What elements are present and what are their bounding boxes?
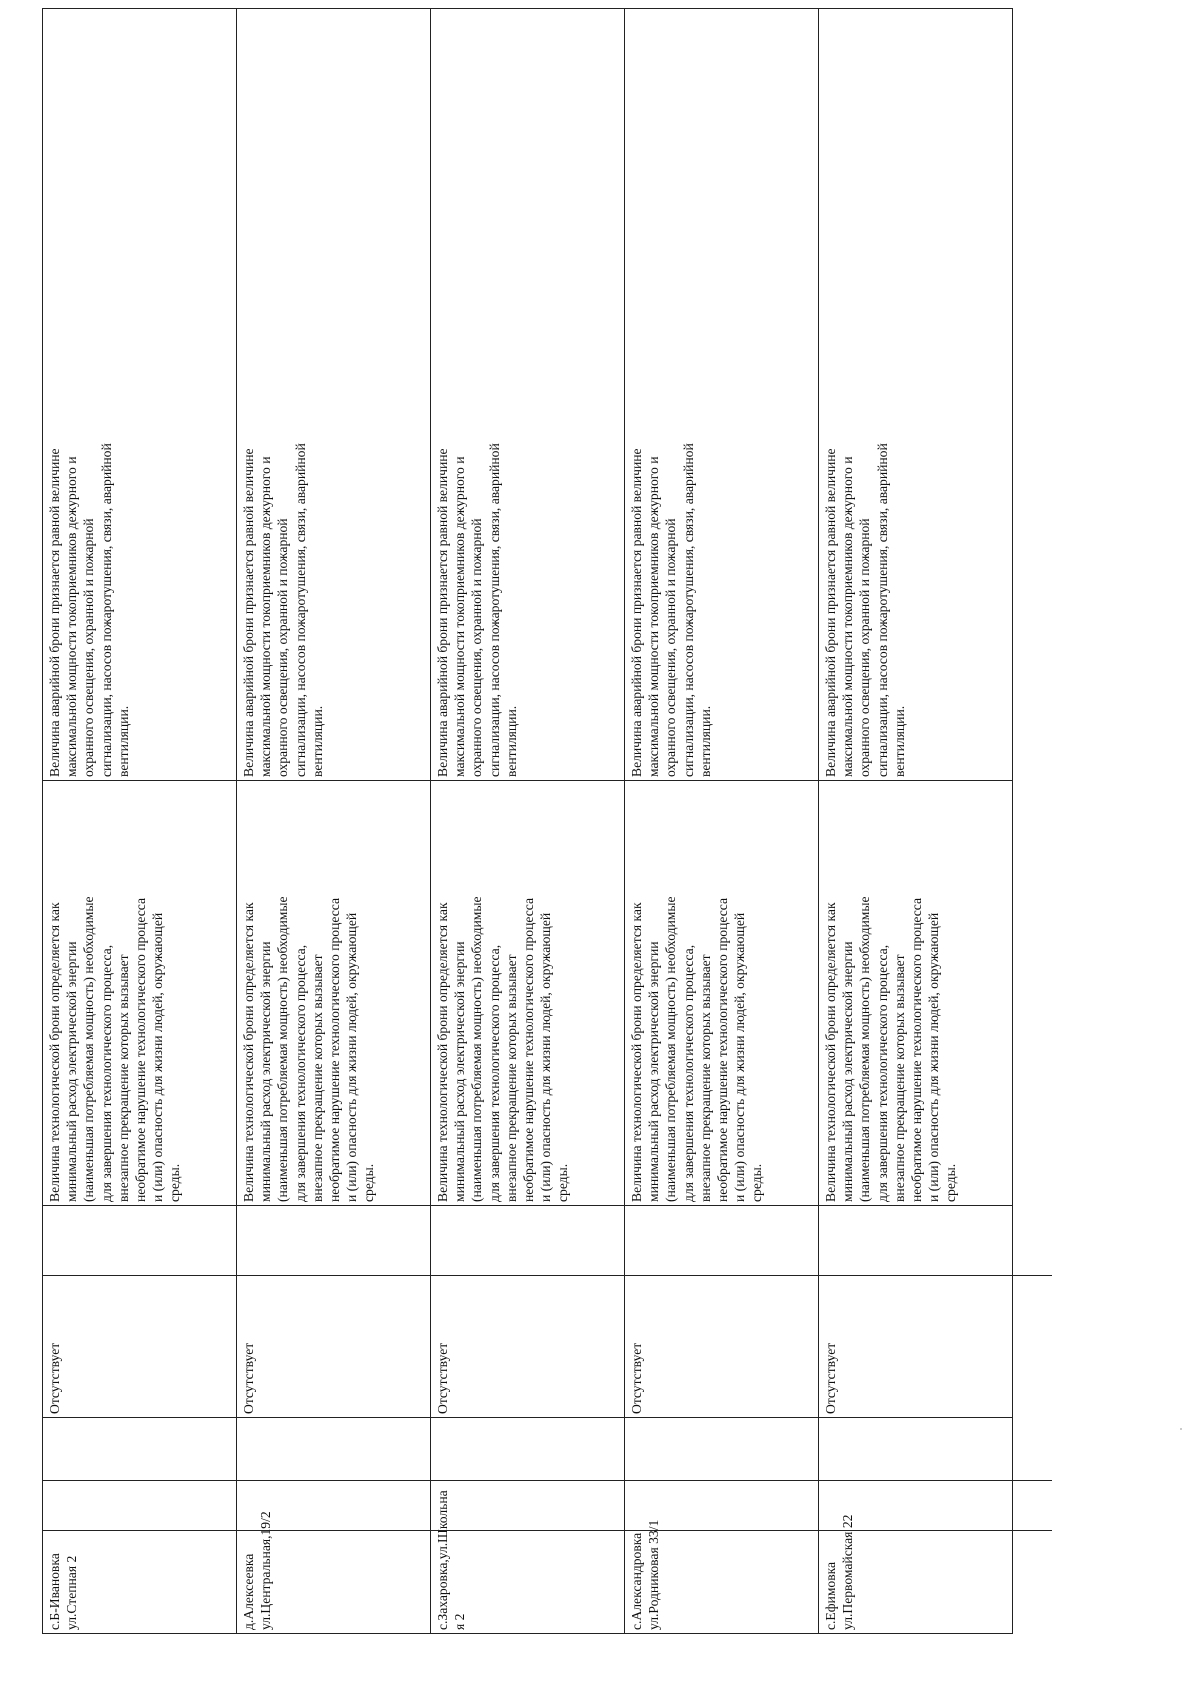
emergency-reserve-cell	[819, 9, 1013, 781]
emergency-reserve-text: Величина аварийной брони признается равной величине максимальной мощности токоприемников дежурного и охранного освещения, охранной и пожарной сигнализации, насосов пожаротушения, связи, аварийной вентиляции.	[823, 443, 907, 777]
status-text: Отсутствует	[629, 1342, 644, 1414]
address-cell	[819, 1418, 1013, 1634]
table-row	[237, 9, 431, 1634]
status-text: Отсутствует	[47, 1342, 62, 1414]
power-reserve-table	[42, 8, 1013, 1634]
table-row	[431, 9, 625, 1634]
address-cell	[625, 1418, 819, 1634]
tech-reserve-text: Величина технологической брони определяется как минимальный расход электрической энергии (наименьшая потребляемая мощность) необходимые для завершения технологического процесса, внезапное прекращение которых вызывает необратимое нарушение технологического процесса и (или) опасность для жизни людей, окружающей среды.	[241, 896, 377, 1202]
status-cell	[431, 1206, 625, 1418]
status-text: Отсутствует	[823, 1342, 838, 1414]
rule-line	[42, 1480, 1052, 1481]
emergency-reserve-cell	[43, 9, 237, 781]
address-text: с.Ефимовка ул.Первомайская 22	[823, 1514, 856, 1630]
table-row	[43, 9, 237, 1634]
tech-reserve-cell	[431, 781, 625, 1206]
tech-reserve-text: Величина технологической брони определяется как минимальный расход электрической энергии (наименьшая потребляемая мощность) необходимые для завершения технологического процесса, внезапное прекращение которых вызывает необратимое нарушение технологического процесса и (или) опасность для жизни людей, окружающей среды.	[435, 896, 571, 1202]
tech-reserve-text: Величина технологической брони определяется как минимальный расход электрической энергии (наименьшая потребляемая мощность) необходимые для завершения технологического процесса, внезапное прекращение которых вызывает необратимое нарушение технологического процесса и (или) опасность для жизни людей, окружающей среды.	[47, 896, 183, 1202]
emergency-reserve-text: Величина аварийной брони признается равной величине максимальной мощности токоприемников дежурного и охранного освещения, охранной и пожарной сигнализации, насосов пожаротушения, связи, аварийной вентиляции.	[435, 443, 519, 777]
status-cell	[43, 1206, 237, 1418]
status-text: Отсутствует	[241, 1342, 256, 1414]
scan-speck	[1180, 1428, 1182, 1430]
tech-reserve-cell	[43, 781, 237, 1206]
emergency-reserve-text: Величина аварийной брони признается равной величине максимальной мощности токоприемников дежурного и охранного освещения, охранной и пожарной сигнализации, насосов пожаротушения, связи, аварийной вентиляции.	[47, 443, 131, 777]
status-cell	[625, 1206, 819, 1418]
table-row	[819, 9, 1013, 1634]
address-text: с.Захаровка,ул.Школьна я 2	[435, 1490, 468, 1630]
status-cell	[819, 1206, 1013, 1418]
emergency-reserve-text: Величина аварийной брони признается равной величине максимальной мощности токоприемников дежурного и охранного освещения, охранной и пожарной сигнализации, насосов пожаротушения, связи, аварийной вентиляции.	[241, 443, 325, 777]
address-text: с.Александровка ул.Родниковая 33/1	[629, 1519, 662, 1630]
tech-reserve-cell	[237, 781, 431, 1206]
status-cell	[237, 1206, 431, 1418]
emergency-reserve-cell	[431, 9, 625, 781]
rule-line	[42, 1530, 1052, 1531]
tech-reserve-cell	[819, 781, 1013, 1206]
tech-reserve-cell	[625, 781, 819, 1206]
status-text: Отсутствует	[435, 1342, 450, 1414]
address-text: д.Алексеевка ул.Центральная,19/2	[241, 1511, 274, 1630]
emergency-reserve-text: Величина аварийной брони признается равной величине максимальной мощности токоприемников дежурного и охранного освещения, охранной и пожарной сигнализации, насосов пожаротушения, связи, аварийной вентиляции.	[629, 443, 713, 777]
emergency-reserve-cell	[625, 9, 819, 781]
rule-line	[42, 1275, 1052, 1276]
address-cell	[431, 1418, 625, 1634]
address-cell	[43, 1418, 237, 1634]
table-row	[625, 9, 819, 1634]
address-text: с.Б-Ивановка ул.Степная 2	[47, 1553, 80, 1630]
tech-reserve-text: Величина технологической брони определяется как минимальный расход электрической энергии (наименьшая потребляемая мощность) необходимые для завершения технологического процесса, внезапное прекращение которых вызывает необратимое нарушение технологического процесса и (или) опасность для жизни людей, окружающей среды.	[629, 896, 765, 1202]
emergency-reserve-cell	[237, 9, 431, 781]
address-cell	[237, 1418, 431, 1634]
tech-reserve-text: Величина технологической брони определяется как минимальный расход электрической энергии (наименьшая потребляемая мощность) необходимые для завершения технологического процесса, внезапное прекращение которых вызывает необратимое нарушение технологического процесса и (или) опасность для жизни людей, окружающей среды.	[823, 896, 959, 1202]
